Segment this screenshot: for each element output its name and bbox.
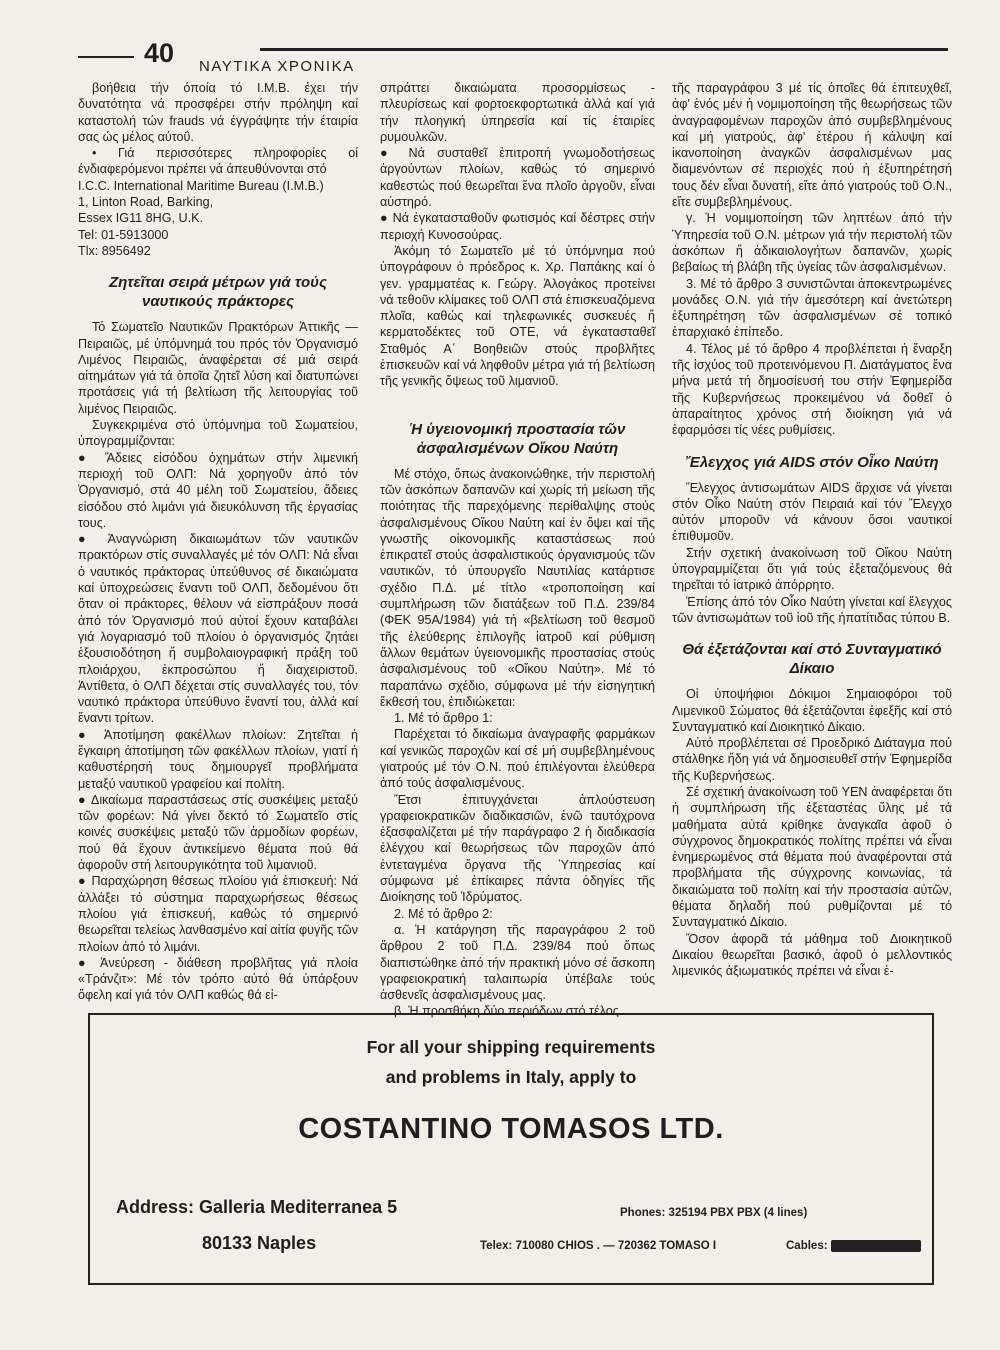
article-heading: Ἡ ὑγειονομική προστασία τῶν ἀσφαλισμένων Οἴκου Ναύτη (409, 420, 626, 457)
ad-tagline-2: and problems in Italy, apply to (385, 1067, 637, 1087)
article-heading: Ζητεῖται σειρά μέτρων γιά τούς ναυτικούς πράκτορες (108, 274, 327, 311)
paragraph: Στήν σχετική ἀνακοίνωση τοῦ Οἴκου Ναύτη ὑπογραμμίζεται ὅτι γιά τούς ἐξεταζόμενους θά τηρεῖται τό ἰατρικό ἀπόρρητο. (672, 545, 952, 593)
paragraph: Ὅσον ἀφορᾶ τά μάθημα τοῦ Διοικητικοῦ Δικαίου θεωρεῖται βασικό, ἀφοῦ ὁ μελλοντικός λιμενικός ἀξιωματικός πρέπει νά εἶναι ἐ- (672, 931, 952, 979)
paragraph: 1. Μέ τό ἄρθρο 1: (394, 711, 493, 726)
bullet-paragraph: ● Ἀνεύρεση - διάθεση προβλῆτας γιά πλοία «Τράνζιτ»: Μέ τόν τρόπο αὐτό θά ὑπάρξουν ὄφελη καί γιά τόν ΟΛΠ καθώς θά εἰ- (78, 955, 358, 1003)
ad-phones: Phones: 325194 PBX PBX (4 lines) (620, 1207, 808, 1219)
column-3 (672, 80, 952, 980)
magazine-title: ΝΑΥΤΙΚΑ ΧΡΟΝΙΚΑ (199, 58, 355, 75)
paragraph: 3. Μέ τό ἄρθρο 3 συνιστῶνται ἀποκεντρωμένες μονάδες Ο.Ν. γιά τήν ἀμεσότερη καί ἀνετώτερη ἐξυπηρέτηση τῶν ἀσφαλισμένων σέ τοπικό ἐπαρχιακό ἐπίπεδο. (672, 276, 952, 340)
ad-cables-label: Cables: (786, 1240, 828, 1252)
bullet-paragraph: ● Ἄδειες εἰσόδου ὀχημάτων στήν λιμενική περιοχή τοῦ ΟΛΠ: Νά χορηγοῦν ἀπό τόν Ὀργανισμό, στά 40 μέλη τοῦ Σωματείου, ἄδειες εἰσόδου στό λιμάνι γιά διευκόλυνση τῆς ἐργασίας τους. (78, 450, 358, 530)
paragraph: Ἐπίσης ἀπό τόν Οἶκο Ναύτη γίνεται καί ἔλεγχος τῶν ἀντισωμάτων τοῦ ἰοῦ τῆς ἠπατίτιδας τύπου Β. (672, 594, 952, 625)
paragraph: σπράττει δικαιώματα προσορμίσεως - πλευρίσεως καί φορτοεκφορτωτικά ἀλλά καί γιά τήν πλοηγική ὑπηρεσία καί τίς ἑταιρίες ρυμουλκῶν. (380, 81, 655, 144)
page-header (78, 40, 948, 80)
paragraph: Ἔλεγχος ἀντισωμάτων AIDS ἄρχισε νά γίνεται στόν Οἶκο Ναύτη στόν Πειραιά καί τόν Ἔλεγχο αὐτόν μποροῦν νά κάνουν ὅσοι ναυτικοί ἐπιθυμοῦν. (672, 480, 952, 544)
column-2 (380, 80, 655, 1020)
paragraph: γ. Ἡ νομιμοποίηση τῶν ληπτέων ἀπό τήν Ὑπηρεσία τοῦ Ο.Ν. μέτρων γιά τήν περιστολή τῶν ἀσκόπων ἤ ἀδικαιολογήτων δαπανῶν, χωρίς βεβαίως τή βλάβη τῆς ὑγείας τῶν ἀσφαλισμένων. (672, 211, 952, 275)
paragraph: 2. Μέ τό ἄρθρο 2: (394, 906, 493, 921)
paragraph: Σέ σχετική ἀνακοίνωση τοῦ ΥΕΝ ἀναφέρεται ὅτι ἡ συμπλήρωση τῆς ἐξεταστέας ὕλης μέ τά μαθήματα αὐτά κρίθηκε ἀναγκαῖα ἀφοῦ ὁ σύγχρονος δημοκρατικός πολίτης πρέπει νά εἶναι ἐνημερωμένος στά θέματα πού ἀναφέρονται στά προβλήματα τῆς σύγχρονης κοινωνίας, τά δικαιώματα τοῦ πολίτη καί τήν προστασία αὐτῶν, θέματα δηλαδή πού ρυθμίζονται μέ τό Συνταγματικό Δίκαιο. (672, 784, 952, 930)
paragraph: Παρέχεται τό δικαίωμα ἀναγραφῆς φαρμάκων καί γενικῶς παροχῶν καί σέ μή συμβεβλημένους γιατρούς μέ τόν Ο.Ν. πού ἐπιλέγονται ἐλεύθερα ἀπό τούς ἀσφαλισμένους. (380, 727, 655, 791)
column-1 (78, 80, 358, 1004)
paragraph: Αὐτό προβλέπεται σέ Προεδρικό Διάταγμα πού στάλθηκε ἤδη γιά νά δημοσιευθεῖ στήν Ἐφημερίδα τῆς Κυβερνήσεως. (672, 736, 952, 783)
paragraph: Τό Σωματεῖο Ναυτικῶν Πρακτόρων Ἀττικῆς — Πειραιῶς, μέ ὑπόμνημά του πρός τόν Ὀργανισμό Λιμένος Πειραιῶς, ἀναφέρεται σέ μιά σειρά αἰτημάτων γιά τά ὁποῖα ζητεῖ λύση καί διατυπώνει προτάσεις γιά τή βελτίωση τῆς λειτουργίας τοῦ λιμένος Πειραιῶς. (78, 320, 358, 416)
ad-address: Address: Galleria Mediterranea 5 (116, 1197, 398, 1217)
ad-company-name: COSTANTINO TOMASOS LTD. (298, 1113, 724, 1145)
ad-tagline-1: For all your shipping requirements (366, 1037, 656, 1057)
bullet-paragraph: ● Ἀποτίμηση φακέλλων πλοίων: Ζητεῖται ἡ ἔγκαιρη ἀποτίμηση τῶν φακέλλων πλοίων, γιατί ἡ καθυστέρησή τους δημιουργεῖ προβλήματα μεταξύ ναυτικοῦ γραφείου καί πολίτη. (78, 727, 358, 791)
advertisement-box (88, 1013, 934, 1285)
paragraph: Συγκεκριμένα στό ὑπόμνημα τοῦ Σωματείου, ὑπογραμμίζονται: (78, 418, 358, 449)
address-line: Essex IG11 8HG, U.K. (78, 211, 204, 226)
article-heading: Ἔλεγχος γιά AIDS στόν Οἶκο Ναύτη (685, 453, 939, 471)
address-line: I.C.C. International Maritime Bureau (I.M.B.) (78, 178, 324, 193)
paragraph: 4. Τέλος μέ τό ἄρθρο 4 προβλέπεται ἡ ἔναρξη τῆς ἰσχύος τοῦ προτεινόμενου Π. Διατάγματος ἕνα μήνα μετά τή δημοσίευσή του στήν Ἐφημερίδα τῆς Κυβερνήσεως προκειμένου νά δοθεῖ ὁ ἀπαραίτητος χρόνος στή διοίκηση γιά νά ἐφαρμόσει τίς νέες ρυθμίσεις. (672, 341, 952, 438)
ad-city: 80133 Naples (202, 1233, 317, 1253)
paragraph: Ἔτσι ἐπιτυγχάνεται ἁπλούστευση γραφειοκρατικῶν διαδικασιῶν, ἐνῶ ταυτόχρονα ἐξασφαλίζεται μέ τήν παράγραφο 2 ἡ διαδικασία ἐλέγχου καί θεωρήσεως τῶν παροχῶν ἀπό ἐντεταγμένα ὄργανα τῆς Ὑπηρεσίας καί σύμφωνα μέ ἐπίκαιρες πάντα ὁδηγίες τῆς Διοίκησης τοῦ Ἱδρύματος. (380, 792, 655, 905)
bullet-paragraph: ● Παραχώρηση θέσεως πλοίου γιά ἐπισκευή: Νά ἀλλάξει τό σύστημα παραχωρήσεως θέσεως πλοίου γιά ἐπισκευή, καθώς τό σημερινό θεωρεῖται τελείως λανθασμένο καί αἰτία φυγῆς τῶν πλοίων ἀπό τό λιμάνι. (78, 874, 358, 954)
paragraph: βοήθεια τήν όποία τό I.M.B. έχει τήν δυνατότητα νά προσφέρει στήν πρόληψη καί καταστολή τών frauds νά έγγράψητε τήν έταιρία σας ώς μέλος αύτοΰ. (78, 81, 358, 144)
article-heading: Θά ἐξετάζονται καί στό Συνταγματικό Δίκαιο (682, 641, 942, 678)
bullet-paragraph: ● Νά ἐγκατασταθοῦν φωτισμός καί δέστρες στήν περιοχή Κυνοσούρας. (380, 211, 655, 242)
ad-cables-value: CHIOS NAPLES (832, 1240, 920, 1252)
bullet-paragraph: ● Ἀναγνώριση δικαιωμάτων τῶν ναυτικῶν πρακτόρων στίς συναλλαγές μέ τόν ΟΛΠ: Νά εἶναι ὁ ναυτικός πράκτορας ὑπεύθυνος σέ δικαιώματα καί ὑποχρεώσεις ἔναντι τοῦ ΟΛΠ, δεδομένου ὅτι ὅταν οἱ πράκτορες, θέλουν νά εἰσπράξουν ποσά ἀπό τόν Ὀργανισμό πού αὐτοί ἔχουν καταβάλει γιά λογαριασμό τοῦ πλοίου ὁ ὀργανισμός ζητάει ἐξουσιοδότηση ἤ συμβολαιογραφική πράξη τοῦ πλοιάρχου, ἐκπροσώπου ἤ διαχειριστοῦ. Ἀντίθετα, ὁ ΟΛΠ δέχεται στίς συναλλαγές του, τόν ναυτικό πράκτορα ὑπεύθυνο ἔναντί του, ἀλλά καί ἔναντι τρίτων. (78, 532, 358, 726)
paragraph: Οἱ ὑποψήφιοι Δόκιμοι Σημαιοφόροι τοῦ Λιμενικοῦ Σώματος θά ἐξετάζονται ἐφεξῆς καί στό Συνταγματικό καί Διοικητικό Δίκαιο. (672, 687, 952, 734)
paragraph: τῆς παραγράφου 3 μέ τίς ὁποῖες θά ἐπιτευχθεῖ, ἀφ' ἑνός μέν ἡ νομιμοποίηση τῆς θεωρήσεως τῶν ἀναγραφομένων παροχῶν ἀπό συμβεβλημένους καί μή γιατρούς, ἀφ' ἑτέρου ἡ κάλυψη καί ἱκανοποίηση ἀναγκῶν ἀσφαλισμένων μας διαμενόντων σέ περιοχές πού ἡ ἐξυπηρέτησή τους δέν εἶναι δυνατή, εἴτε ἀπό γιατρούς τοῦ Ο.Ν., εἴτε συμβεβλημένους. (672, 81, 952, 210)
paragraph: β. Ἡ προσθήκη δύο περιόδων στό τέλος (394, 1004, 619, 1019)
address-line: 1, Linton Road, Barking, (78, 195, 214, 210)
paragraph: Ἀκόμη τό Σωματεῖο μέ τό ὑπόμνημα πού ὑπογράφουν ὁ πρόεδρος κ. Χρ. Παπάκης καί ὁ γεν. γραμματέας κ. Γεώργ. Ἀλογάκος προτείνει νά τεθοῦν κλίμακες τοῦ ΟΛΠ στά ἐπισκευαζόμενα πλοῖα, καθώς καί τηλεφωνικές συσκευές ἤ κερματοδέκτες τοῦ ΟΤΕ, νά ἐγκατασταθεῖ Σταθμός Α΄ Βοηθειῶν στούς προβλῆτες ἐπισκευῶν καί νά ληφθοῦν μέτρα γιά τή βελτίωση τῆς γενικῆς ὄψεως τοῦ λιμανιοῦ. (380, 243, 655, 389)
header-rule-right (260, 48, 948, 51)
paragraph: • Γιά περισσότερες πληροφορίες οί ένδιαφερόμενοι πρέπει νά άπευθύνονται στό (78, 146, 358, 177)
page-number: 40 (144, 38, 175, 68)
bullet-paragraph: ● Νά συσταθεῖ ἐπιτροπή γνωμοδοτήσεως ἀργούντων πλοίων, καθώς τό σημερινό καθεστώς πού θεωρεῖται ἕνα πλοῖο ἀργοῦν, εἶναι αὐστηρό. (380, 146, 655, 210)
bullet-paragraph: ● Δικαίωμα παραστάσεως στίς συσκέψεις μεταξύ τῶν φορέων: Νά γίνει δεκτό τό Σωματεῖο στίς κοινές συσκέψεις μεταξύ τῶν ἁρμοδίων φορέων, πού θά ἔχουν ἀντικείμενο θέματα πού θά ἀφοροῦν στή λειτουργικότητα τοῦ λιμανιοῦ. (78, 792, 358, 873)
paragraph: Μέ στόχο, ὅπως ἀνακοινώθηκε, τήν περιστολή τῶν ἀσκόπων δαπανῶν καί χωρίς τή μείωση τῆς ποιότητας τῆς παρεχόμενης περίθαλψης στούς ἀσφαλισμένους Οἴκου Ναύτη καί ἐν ὄψει καί τῆς γνωστῆς οἰκονομικῆς καταστάσεως πού ἐπικρατεῖ στούς ἀσφαλιστικούς ὀργανισμούς τῶν ναυτικῶν, τό ὑπουργεῖο Ναυτιλίας κατάρτισε σχέδιο Π.Δ. μέ τίτλο «τροποποίηση καί συμπλήρωση τῶν διατάξεων τοῦ Π.Δ. 239/84 (ΦΕΚ 95Α/1984) γιά τή «βελτίωση τοῦ θεσμοῦ τῆς ἐλεύθερης ἐπιλογῆς ἰατροῦ καί ρύθμιση ἄλλων θεμάτων ὑγειονομικῆς προστασίας στούς ἀσφαλισμένους τοῦ «Οἴκου Ναύτη». Μέ τό παραπάνω σχέδιο, σύμφωνα μέ τήν εἰσηγητική ἔκθεσή του, ἐπιδιώκεται: (380, 466, 655, 709)
address-line: Tel: 01-5913000 (78, 227, 169, 242)
paragraph: α. Ἡ κατάργηση τῆς παραγράφου 2 τοῦ ἄρθρου 2 τοῦ Π.Δ. 239/84 πού ὅπως διαπιστώθηκε ἀπό τήν πρακτική μόνο σέ ἄσκοπη γραφειοκρατική ταλαιπωρία ὑπέβαλε τούς ἀσθενεῖς ἀσφαλισμένους μας. (380, 922, 655, 1003)
ad-telex: Telex: 710080 CHIOS . — 720362 TOMASO I (480, 1240, 717, 1252)
header-rule-left (78, 56, 134, 58)
address-line: Tlx: 8956492 (78, 243, 151, 258)
ad-cables (786, 1240, 921, 1252)
